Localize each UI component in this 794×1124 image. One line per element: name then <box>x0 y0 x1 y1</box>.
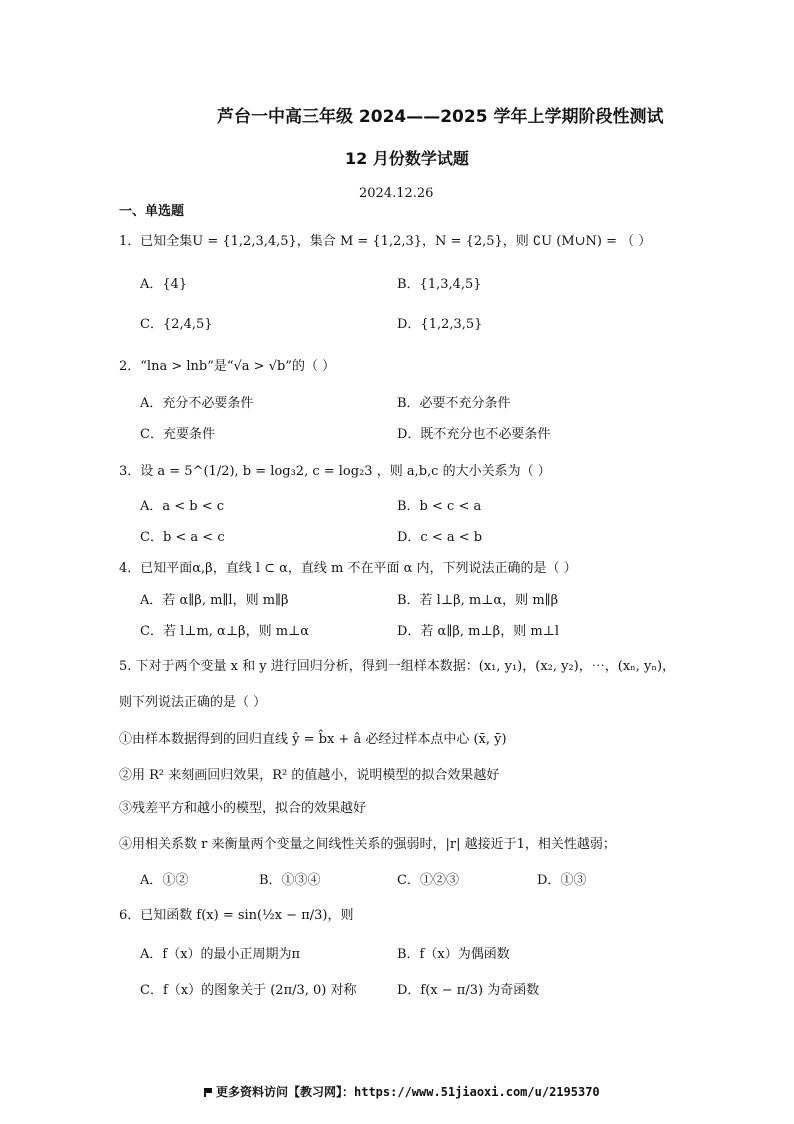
question-2-option-c: C．充要条件 <box>140 427 215 442</box>
question-5-option-d: D．①③ <box>537 873 587 888</box>
question-2-option-d: D．既不充分也不必要条件 <box>397 427 551 442</box>
question-4-option-d: D．若 α∥β, m⊥β，则 m⊥l <box>397 624 560 639</box>
page-title: 芦台一中高三年级 2024——2025 学年上学期阶段性测试 <box>217 107 664 127</box>
question-1-option-a: A．{4} <box>140 277 188 292</box>
question-4-stem: 4．已知平面α,β，直线 l ⊂ α，直线 m 不在平面 α 内，下列说法正确的是（ ） <box>119 561 577 576</box>
question-1-option-c: C．{2,4,5} <box>140 317 213 332</box>
question-5-option-b: B．①③④ <box>259 873 321 888</box>
question-5-statement-1: ①由样本数据得到的回归直线 ŷ = b̂x + â 必经过样本点中心 (x̄, ȳ) <box>119 732 507 747</box>
question-6-stem: 6．已知函数 f(x) = sin(½x − π/3)，则 <box>119 908 354 923</box>
question-3-option-d: D．c < a < b <box>397 530 483 545</box>
section-heading: 一、单选题 <box>119 204 185 219</box>
question-5-option-c: C．①②③ <box>397 873 459 888</box>
question-1-option-b: B．{1,3,4,5} <box>397 277 482 292</box>
question-5-statement-2: ②用 R² 来刻画回归效果，R² 的值越小，说明模型的拟合效果越好 <box>119 768 500 783</box>
question-2-option-a: A．充分不必要条件 <box>140 396 254 411</box>
question-5-stem: 5. 下对于两个变量 x 和 y 进行回归分析，得到一组样本数据：(x₁, y₁)，(x₂, y₂)，⋯，(xₙ, yₙ)， <box>119 659 676 674</box>
question-4-option-b: B．若 l⊥β, m⊥α，则 m∥β <box>397 593 559 608</box>
question-4-option-c: C．若 l⊥m, α⊥β，则 m⊥α <box>140 624 310 639</box>
flag-icon <box>204 1088 212 1097</box>
page-subtitle: 12 月份数学试题 <box>345 149 469 168</box>
question-2-stem: 2．“lna > lnb”是“√a > √b”的（ ） <box>119 359 336 374</box>
exam-date: 2024.12.26 <box>359 186 434 201</box>
question-6-option-b: B．f（x）为偶函数 <box>397 947 510 962</box>
question-4-option-a: A．若 α∥β, m∥l，则 m∥β <box>140 593 289 608</box>
question-6-option-d: D．f(x − π/3) 为奇函数 <box>397 983 540 998</box>
question-3-option-b: B．b < c < a <box>397 499 482 514</box>
footer-link[interactable] <box>204 1083 600 1101</box>
footer-text: 更多资料访问【教习网】：https://www.51jiaoxi.com/u/2195370 <box>216 1085 600 1099</box>
question-6-option-c: C．f（x）的图象关于 (2π/3, 0) 对称 <box>140 983 357 998</box>
question-5-option-a: A．①② <box>140 873 189 888</box>
question-3-stem: 3．设 a = 5^(1/2), b = log₃2, c = log₂3 ，则 a,b,c 的大小关系为（ ） <box>119 464 551 479</box>
question-1-option-d: D．{1,2,3,5} <box>397 317 483 332</box>
question-6-option-a: A．f（x）的最小正周期为π <box>140 947 301 962</box>
question-5-statement-4: ④用相关系数 r 来衡量两个变量之间线性关系的强弱时，|r| 越接近于1，相关性越弱； <box>119 837 616 852</box>
question-1-stem: 1．已知全集U = {1,2,3,4,5}，集合 M = {1,2,3}，N = {2,5}，则 ∁U (M∪N) = （ ） <box>119 234 652 249</box>
question-3-option-c: C．b < a < c <box>140 530 225 545</box>
question-3-option-a: A．a < b < c <box>140 499 225 514</box>
question-5-stem-continued: 则下列说法正确的是（ ） <box>119 695 267 710</box>
question-5-statement-3: ③残差平方和越小的模型，拟合的效果越好 <box>119 801 367 816</box>
question-2-option-b: B．必要不充分条件 <box>397 396 511 411</box>
